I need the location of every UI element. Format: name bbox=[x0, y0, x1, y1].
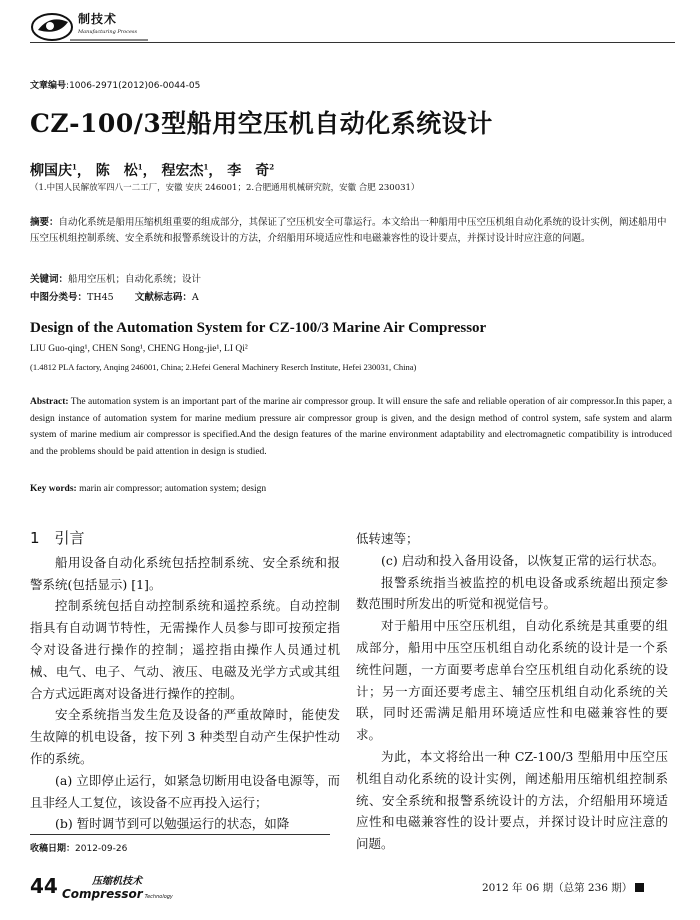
classification-cn bbox=[30, 289, 199, 303]
body-right-column bbox=[356, 528, 668, 855]
header-rule bbox=[30, 42, 675, 43]
keywords-cn-label: 关键词： bbox=[30, 274, 69, 285]
body-left-column bbox=[30, 528, 340, 835]
author: 李 奇$^2$ bbox=[227, 162, 275, 179]
affiliation-en: (1.4812 PLA factory, Anqing 246001, China; 2.Hefei General Machinery Reserch Institute, Hefei 230031, China) bbox=[30, 362, 417, 372]
clc-value: TH45 bbox=[87, 292, 114, 303]
abstract-en-text: The automation system is an important part of the marine air compressor group. It will ensure the safe and reliable operation of air compressor.In this paper, a design instance of automation system for marine medium pressure air compressor group is given, and the design method of control system, safe system and alarm system of marine medium air compressor is specified.And the design features of the marine environment adaptability and electromagnetic compatibility is introduced and the problems should be paid attention in design is studied. bbox=[30, 397, 672, 457]
abstract-en bbox=[30, 394, 672, 460]
journal-name-cn: 压缩机技术 bbox=[92, 876, 142, 887]
paragraph: 安全系统指当发生危及设备的严重故障时，能使发生故障的机电设备，按下列 3 种类型自动产生保护性动作的系统。 bbox=[30, 707, 340, 766]
received-label: 收稿日期： bbox=[30, 844, 76, 854]
footnote-rule bbox=[30, 834, 330, 835]
clc-label: 中图分类号： bbox=[30, 292, 88, 303]
end-square-icon bbox=[635, 883, 644, 892]
doc-code-value: A bbox=[191, 292, 199, 303]
abstract-cn bbox=[30, 215, 670, 247]
received-date bbox=[30, 841, 127, 854]
abstract-en-label: Abstract: bbox=[30, 397, 69, 407]
paragraph: (b) 暂时调节到可以勉强运行的状态，如降 bbox=[55, 816, 290, 832]
keywords-en-label: Key words: bbox=[30, 484, 77, 494]
paragraph: 对于船用中压空压机组，自动化系统是其重要的组成部分，船用中压空压机组自动化系统的设计是一个系统性问题，一方面要考虑单台空压机组自动化系统的设计；另一方面还要考虑主、辅空压机组自动化系统的关联，同时还需满足船用环境适应性和电磁兼容性的要求。 bbox=[356, 618, 668, 743]
paper-title-en: Design of the Automation System for CZ-100/3 Marine Air Compressor bbox=[30, 320, 487, 336]
authors-cn: 柳国庆$^1$， 陈 松$^1$， 程宏杰$^1$， 李 奇$^2$ bbox=[30, 162, 275, 179]
issue-text: 2012 年 06 期（总第 236 期） bbox=[482, 882, 633, 894]
paragraph: 为此，本文将给出一种 CZ-100/3 型船用中压空压机组自动化系统的设计实例，阐述船用压缩机组控制系统、安全系统和报警系统设计的方法，介绍船用环境适应性和电磁兼容性的设计要点，并探讨设计时应注意的问题。 bbox=[356, 748, 668, 852]
keywords-cn-text: 船用空压机；自动化系统；设计 bbox=[68, 274, 202, 285]
section-heading: 1 引言 bbox=[30, 529, 85, 547]
keywords-en-text: marin air compressor; automation system; design bbox=[76, 484, 267, 494]
paragraph: 控制系统包括自动控制系统和遥控系统。自动控制指具有自动调节特性，无需操作人员参与即可按预定指令对设备进行操作的控制；遥控指由操作人员通过机械、电气、电子、气动、液压、电磁及光学方式或其组合方式远距离对设备进行操作的控制。 bbox=[30, 598, 340, 701]
paragraph: 报警系统指当被监控的机电设备或系统超出预定参数范围时所发出的听觉和视觉信号。 bbox=[356, 574, 668, 612]
journal-name-en: Compressor bbox=[62, 887, 143, 901]
affiliation-cn: （1.中国人民解放军四八一二工厂，安徽 安庆 246001；2.合肥通用机械研究院，安徽 合肥 230031） bbox=[30, 183, 420, 193]
paragraph: (a) 立即停止运行，如紧急切断用电设备电源等，而且非经人工复位，该设备不应再投入运行； bbox=[30, 772, 340, 810]
author: 陈 松$^1$ bbox=[95, 162, 143, 179]
paragraph: 低转速等； bbox=[356, 531, 419, 546]
abstract-cn-text: 自动化系统是船用压缩机组重要的组成部分，其保证了空压机安全可靠运行。本文给出一种船用中压空压机组自动化系统的设计实例，阐述船用中压空压机组控制系统、安全系统和报警系统设计的方法，介绍船用环境适应性和电磁兼容性的设计要点，并探讨设计时应注意的问题。 bbox=[30, 217, 667, 244]
article-number: 文章编号:1006-2971(2012)06-0044-05 bbox=[30, 81, 201, 91]
author: 程宏杰$^1$ bbox=[161, 162, 209, 179]
issue-info bbox=[482, 880, 644, 895]
received-value: 2012-09-26 bbox=[75, 844, 128, 854]
keywords-cn bbox=[30, 271, 201, 285]
journal-logo bbox=[62, 872, 173, 901]
article-number-label: 文章编号 bbox=[30, 81, 67, 91]
section-subtitle: Manufacturing Process bbox=[78, 29, 138, 35]
paragraph: (c) 启动和投入备用设备，以恢复正常的运行状态。 bbox=[381, 552, 665, 568]
page-number: 44 bbox=[30, 874, 58, 898]
author: 柳国庆$^1$ bbox=[30, 162, 77, 179]
keywords-en bbox=[30, 484, 266, 494]
paper-title-cn: CZ-100/3型船用空压机自动化系统设计 bbox=[30, 109, 493, 138]
authors-en: LIU Guo-qing¹, CHEN Song¹, CHENG Hong-jie¹, LI Qi² bbox=[30, 344, 248, 354]
journal-tag: Technology bbox=[144, 894, 173, 900]
doc-code-label: 文献标志码： bbox=[134, 292, 192, 303]
section-name: 制技术 bbox=[78, 12, 118, 26]
article-number-value: 1006-2971(2012)06-0044-05 bbox=[69, 81, 201, 91]
abstract-cn-label: 摘要： bbox=[30, 217, 59, 228]
paragraph: 船用设备自动化系统包括控制系统、安全系统和报警系统(包括显示) [1]。 bbox=[30, 554, 340, 592]
